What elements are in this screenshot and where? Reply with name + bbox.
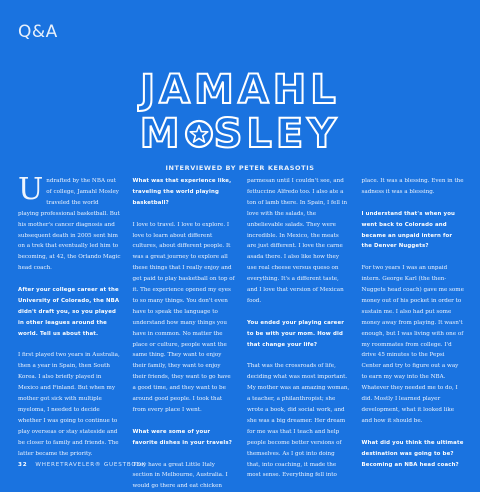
column-1 (18, 172, 121, 457)
question: What did you think the ultimate destination was going to be? Becoming an NBA head coach? (361, 439, 464, 468)
question: What were some of your favorite dishes in your travels? (132, 428, 232, 446)
question: What was that experience like, traveling the world playing basketball? (132, 178, 232, 206)
question: After your college career at the University of Colorado, the NBA didn't draft you, so you played in other leagues around the world. Tell us about that. (18, 287, 120, 337)
star-o-icon (184, 119, 214, 149)
headline-last-name-part-1: M (139, 111, 184, 157)
answer: parmesan until I couldn't see, and fettuccine Alfredo too. I also ate a ton of lamb there. In Spain, I fell in love with the salads, the unbelievable salads. They were incredible. In Mexico, the meats are just different. I love the carne asada there. I also like how they use real cheese versus queso on everything. It's a different taste, and I love that version of Mexican food. (247, 178, 348, 304)
column-4 (361, 176, 465, 468)
answer: For two years I was an unpaid intern. George Karl (the then-Nuggets head coach) gave me some money out of his pocket in order to sustain me. I also had put some money away from playing. It wasn't enough, but I was living with one of my roommates from college. I'd drive 45 minutes to the Pepsi Center and try to figure out a way to earn my way into the NBA. Whatever they needed me to do, I did. Mostly I learned player development, what it looked like and how it should be. (361, 265, 464, 424)
intro-paragraph (18, 172, 121, 274)
intro-text: ndrafted by the NBA out of college, Jamahl Mosley traveled the world playing professional basketball. But his mother's cancer diagnosis and subsequent death in 2005 sent him on a trek that eventually led him to becoming, at 42, the Orlando Magic head coach. (18, 178, 121, 272)
question: You ended your playing career to be with your mom. How did that change your life? (247, 319, 345, 348)
answer: I love to travel. I love to explore. I love to learn about different cultures, about different people. It was a great journey to explore all these things that I really enjoy and get paid to play basketball on top of it. The experience opened my eyes to so many things. You don't even have to speak the language to understand how many things you have in common. No matter the place or culture, people want the same thing. They want to enjoy their family, they want to enjoy their friends, they want to go have a good time, and they want to be around good people. I took that from every place I went. (132, 221, 235, 414)
section-label: Q&A (18, 22, 58, 42)
column-2 (132, 176, 236, 490)
page-number: 32 (18, 462, 28, 468)
headline-last-name (0, 111, 480, 157)
answer: They have a great Little Italy section in Melbourne, Australia. I would go there and eat chicken (132, 461, 228, 490)
column-3 (247, 176, 350, 479)
byline: INTERVIEWED BY PETER KERASOTIS (165, 164, 315, 172)
question: I understand that's when you went back to Colorado and became an unpaid intern for the Denver Nuggets? (361, 210, 456, 250)
page-footer (18, 462, 146, 468)
headline-last-name-part-2: SLEY (213, 111, 341, 157)
drop-cap: U (18, 172, 44, 207)
answer: I first played two years in Australia, then a year in Spain, then South Korea. I also briefly played in Mexico and Finland. But when my mother got sick with multiple myeloma, I needed to decide whether I was going to continue to play overseas or stay stateside and be closer to family and friends. The latter became the priority. (18, 352, 120, 457)
publication-title: WHERETRAVELER® GUESTBOOK (35, 462, 147, 468)
answer: That was the crossroads of life, deciding what was most important. My mother was an amazing woman, a teacher, a philanthropist; she wrote a book, did social work, and she was a big dreamer. Her dream for me was that I teach and help people become better versions of themselves. As I got into doing that, into coaching, it made the most sense. Everything fell into (247, 363, 350, 479)
answer: place. It was a blessing. Even in the sadness it was a blessing. (361, 178, 464, 195)
headline-first-name: JAMAHL (140, 67, 340, 113)
